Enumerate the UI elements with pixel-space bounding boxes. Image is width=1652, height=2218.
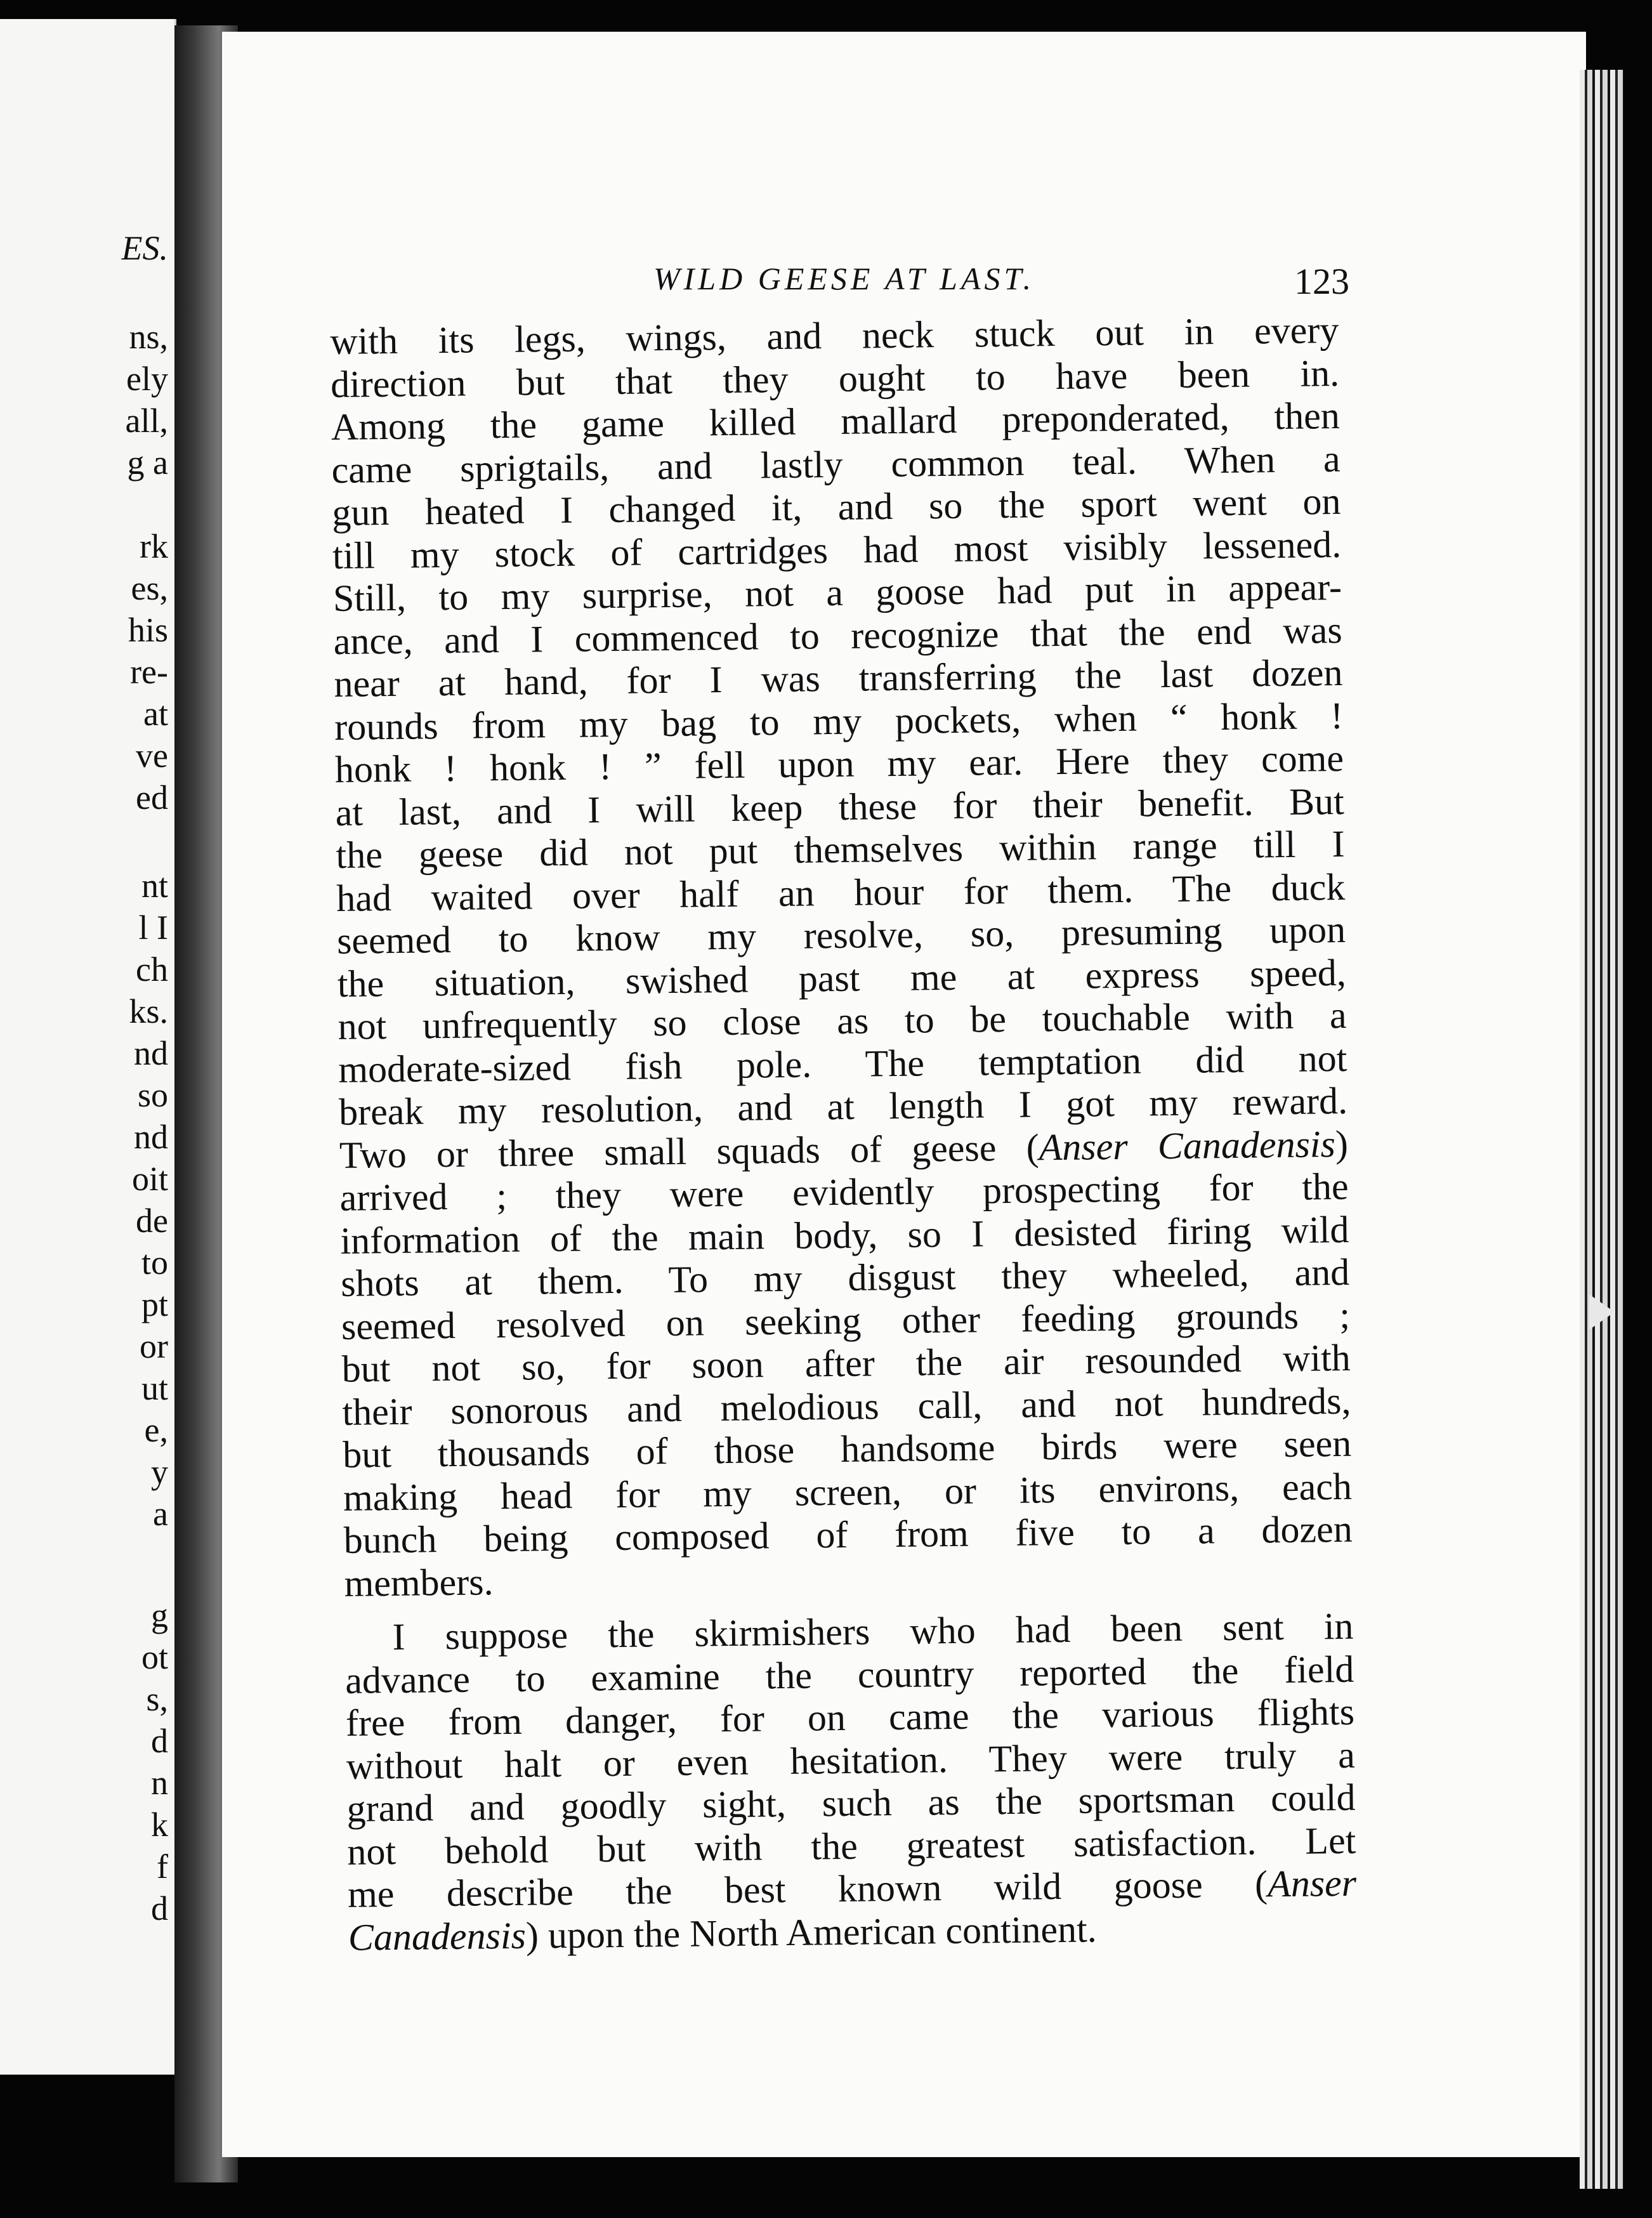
left-line-fragment: so [137,1076,168,1114]
text-line: not unfrequently so close as to be touchable with a [338,994,1347,1047]
left-page [0,19,176,2075]
text-line: gun heated I changed it, and so the sport went on [332,480,1341,534]
text-line: advance to examine the country reported the field [344,1648,1354,1702]
left-line-fragment: nd [134,1034,168,1072]
left-line-fragment: pt [141,1285,168,1323]
left-line-fragment: g [151,1596,168,1634]
left-line-fragment: his [128,611,168,649]
text-line: till my stock of cartridges had most visibly lessened. [332,523,1342,577]
text-line: moderate-sized fish pole. The temptation did not [338,1037,1347,1091]
left-line-fragment: ot [141,1638,168,1676]
text-line: came sprigtails, and lastly common teal. When a [331,437,1341,491]
left-line-fragment: l I [138,909,168,947]
text-line: making head for my screen, or its environs, each [343,1465,1353,1519]
left-line-fragment: oit [131,1160,168,1198]
left-line-fragment: nd [134,1118,168,1156]
left-line-fragment: ve [136,737,168,775]
text-line: direction but that they ought to have been in. [330,351,1340,405]
text-line: not behold but with the greatest satisfaction. Let [347,1819,1356,1873]
text-line: the situation, swished past me at express speed, [337,951,1347,1005]
left-line-fragment: e, [144,1411,168,1449]
body-text [330,309,1357,1959]
text-line: without halt or even hesitation. They were truly a [346,1733,1356,1787]
text-line: but thousands of those handsome birds were seen [342,1422,1352,1476]
text-line: I suppose the skirmishers who had been sent in [392,1604,1354,1658]
left-line-fragment: at [143,695,168,733]
text-line: seemed resolved on seeking other feeding grounds ; [341,1294,1351,1348]
left-line-fragment: to [141,1244,168,1282]
binding-mark [1589,1294,1615,1330]
text-line: shots at them. To my disgust they wheeled, and [340,1250,1350,1304]
left-line-fragment: n [151,1764,168,1802]
left-line-fragment: ns, [129,318,168,356]
text-line: but not so, for soon after the air resounded with [341,1336,1351,1390]
left-line-fragment: k [151,1806,168,1844]
page-number: 123 [1294,261,1349,302]
left-line-fragment: re- [130,653,168,691]
text-line: members. [344,1560,494,1604]
text-line: grand and goodly sight, such as the sportsman could [346,1776,1356,1830]
text-line: with its legs, wings, and neck stuck out in every [330,308,1339,362]
text-line: break my resolution, and at length I got my reward. [338,1079,1348,1133]
left-line-fragment: ely [126,360,168,398]
text-line: Among the game killed mallard preponderated, then [331,394,1341,448]
left-line-fragment: ut [141,1369,168,1407]
text-line: near at hand, for I was transferring the last dozen [334,651,1343,705]
text-line: at last, and I will keep these for their benefit. But [335,780,1345,834]
left-line-fragment: d [151,1722,168,1760]
left-line-fragment: g a [127,443,168,482]
text-line: honk ! honk ! ” fell upon my ear. Here they come [334,737,1344,791]
text-line: rounds from my bag to my pockets, when “ honk ! [334,694,1344,748]
left-line-fragment: rk [140,527,168,565]
text-line: Two or three small squads of geese (Anser Canadensis) [339,1122,1349,1176]
left-line-fragment: d [151,1889,168,1927]
running-head: WILD GEESE AT LAST. [653,261,1035,296]
species-name: Anser Canadensis [1039,1122,1336,1168]
text-line: Canadensis) upon the North American continent. [348,1907,1098,1959]
text-line: bunch being composed of from five to a dozen [343,1507,1353,1561]
left-line-fragment: y [151,1453,168,1491]
text-line: arrived ; they were evidently prospecting for the [339,1165,1349,1219]
left-line-fragment: s, [146,1680,168,1718]
text-line: free from danger, for on came the various flights [345,1690,1355,1744]
species-name: Anser [1267,1861,1357,1905]
left-line-fragment: ed [136,778,168,817]
left-line-fragment: f [157,1847,168,1886]
left-running-head-fragment: ES. [121,229,168,267]
text-line: had waited over half an hour for them. The duck [336,865,1346,919]
text-line: seemed to know my resolve, so, presuming upon [336,908,1346,962]
text-line: the geese did not put themselves within range till I [336,822,1345,876]
left-line-fragment: es, [131,569,168,607]
species-name: Canadensis [348,1914,527,1959]
left-line-fragment: ch [136,950,168,988]
text-line: me describe the best known wild goose (Anser [347,1861,1357,1915]
left-line-fragment: de [136,1202,168,1240]
text-line: information of the main body, so I desisted firing wild [340,1208,1349,1262]
left-line-fragment: or [140,1327,168,1365]
text-line: Still, to my surprise, not a goose had put in appear- [332,565,1342,619]
left-line-fragment: all, [125,402,168,440]
left-line-fragment: ks. [129,992,168,1030]
left-line-fragment: a [153,1495,168,1533]
left-line-fragment: nt [141,867,168,905]
page-edges [1580,70,1624,2189]
text-line: ance, and I commenced to recognize that the end was [333,608,1343,662]
text-line: their sonorous and melodious call, and not hundreds, [342,1379,1351,1433]
